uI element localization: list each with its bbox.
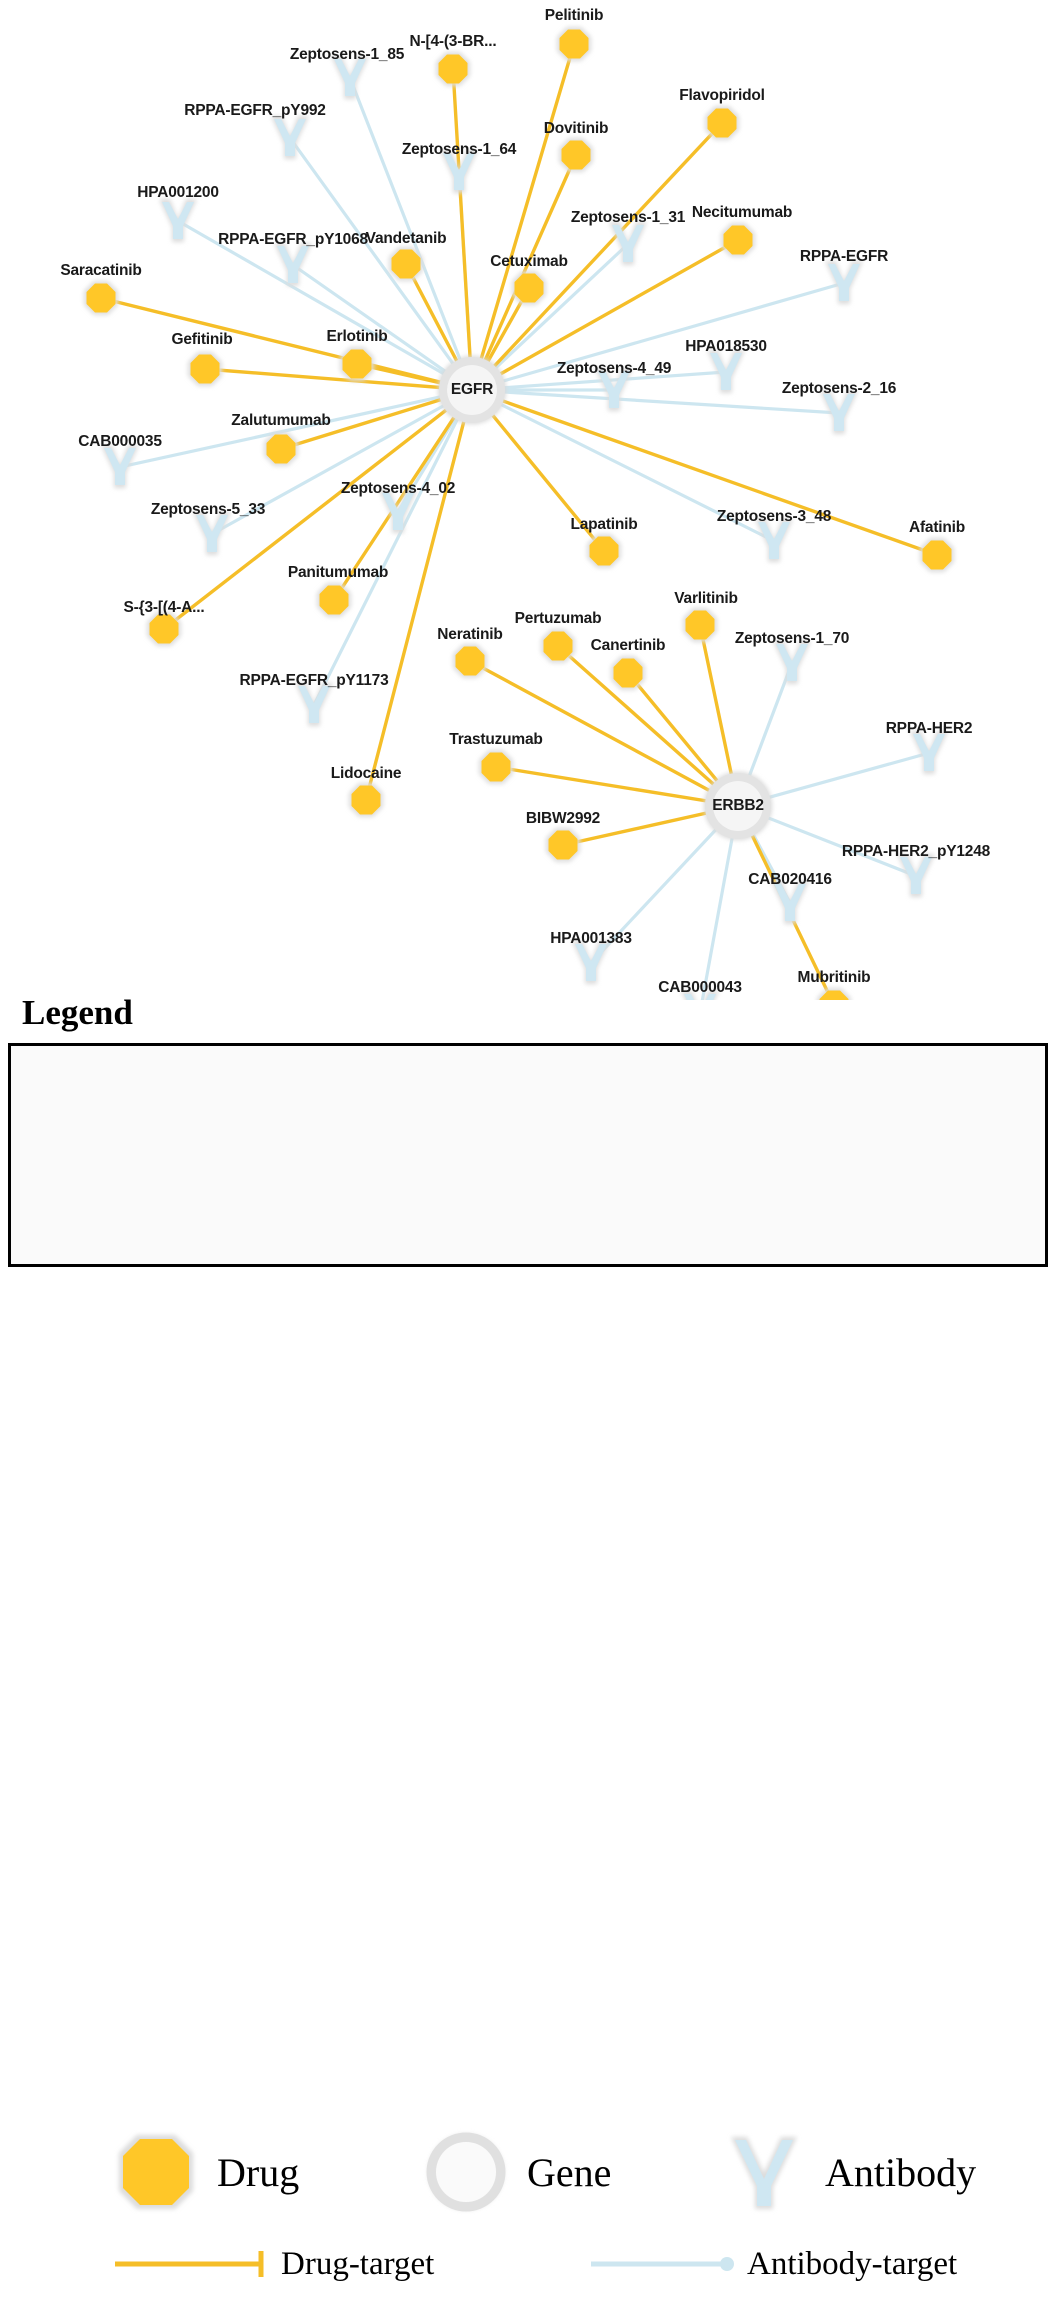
drug-label: Necitumumab (691, 204, 793, 221)
antibody-icon (719, 2127, 809, 2217)
drug-label: Dovitinib (543, 120, 609, 137)
drug-node[interactable] (453, 644, 487, 678)
antibody-label: RPPA-EGFR_pY1173 (239, 672, 389, 689)
drug-target-edge-icon (111, 2244, 271, 2284)
antibody-label: Zeptosens-5_33 (150, 501, 266, 518)
antibody-label: Zeptosens-2_16 (781, 380, 897, 397)
drug-label: Canertinib (590, 637, 666, 654)
drug-label: Vandetanib (365, 230, 447, 247)
legend-label-antibody: Antibody (825, 2149, 977, 2195)
gene-icon (421, 2127, 511, 2217)
edge-drug-0 (472, 44, 574, 390)
drug-label: Lidocaine (330, 765, 402, 782)
network-graph (0, 0, 1059, 1000)
drug-label: Gefitinib (171, 331, 233, 348)
drug-node[interactable] (340, 347, 374, 381)
drug-label: S-{3-[(4-A... (123, 599, 205, 616)
antibody-label: HPA018530 (685, 338, 767, 355)
gene-label-erbb2: ERBB2 (712, 797, 764, 814)
drug-label: Trastuzumab (449, 731, 543, 748)
antibody-label: Zeptosens-4_02 (340, 480, 456, 497)
gene-label-egfr: EGFR (450, 381, 494, 398)
antibody-label: Zeptosens-4_49 (556, 360, 672, 377)
legend-item-antibody (719, 2127, 976, 2217)
drug-label: Cetuximab (490, 253, 568, 270)
legend-title: Legend (22, 993, 133, 1032)
drug-label: Varlitinib (674, 590, 738, 607)
antibody-label: Zeptosens-1_70 (734, 630, 850, 647)
drug-node[interactable] (587, 534, 621, 568)
antibody-label: Zeptosens-1_64 (401, 141, 517, 158)
legend-label-antibody-target: Antibody-target (747, 2245, 958, 2282)
drug-node[interactable] (546, 828, 580, 862)
drug-node[interactable] (920, 538, 954, 572)
drug-label: Erlotinib (326, 328, 388, 345)
legend-label-gene: Gene (527, 2149, 612, 2195)
edge-antibody-14 (314, 390, 472, 705)
antibody-label: CAB020416 (748, 871, 832, 888)
legend-item-antibody-target (587, 2244, 957, 2284)
drug-label: Lapatinib (570, 516, 638, 533)
edge-drug-1 (453, 69, 472, 390)
drug-label: Panitumumab (287, 564, 389, 581)
drug-node[interactable] (559, 138, 593, 172)
legend-label-drug-target: Drug-target (281, 2245, 435, 2282)
drug-label: Afatinib (908, 519, 966, 536)
antibody-label: RPPA-EGFR (799, 248, 889, 265)
drug-node[interactable] (817, 988, 851, 1000)
antibody-label: CAB000035 (78, 433, 162, 450)
drug-node[interactable] (557, 27, 591, 61)
antibody-label: HPA001200 (137, 184, 219, 201)
drug-node[interactable] (479, 750, 513, 784)
drug-node[interactable] (611, 656, 645, 690)
legend-item-gene (421, 2127, 611, 2217)
drug-label: N-[4-(3-BR... (409, 33, 497, 50)
drug-label: Neratinib (437, 626, 503, 643)
drug-node[interactable] (317, 583, 351, 617)
antibody-target-edge-icon (587, 2244, 737, 2284)
drug-node[interactable] (541, 629, 575, 663)
drug-node[interactable] (389, 247, 423, 281)
antibody-label: Zeptosens-1_31 (570, 209, 686, 226)
legend-item-drug (111, 2127, 299, 2217)
antibody-label: CAB000043 (658, 979, 742, 996)
drug-node[interactable] (512, 271, 546, 305)
drug-label: Pertuzumab (514, 610, 602, 627)
drug-node[interactable] (349, 783, 383, 817)
drug-label: Zalutumumab (231, 412, 331, 429)
antibody-node[interactable] (101, 445, 139, 488)
drug-node[interactable] (84, 281, 118, 315)
antibody-label: HPA001383 (550, 930, 632, 947)
drug-node[interactable] (264, 432, 298, 466)
drug-node[interactable] (683, 608, 717, 642)
antibody-label: Zeptosens-1_85 (289, 46, 405, 63)
antibody-label: RPPA-EGFR_pY992 (184, 102, 326, 119)
antibody-label: Zeptosens-3_48 (716, 508, 832, 525)
drug-label: Pelitinib (544, 7, 604, 24)
legend-item-drug-target (111, 2244, 434, 2284)
legend-edges-row (19, 2244, 1059, 2304)
drug-node[interactable] (705, 106, 739, 140)
drug-label: BIBW2992 (525, 810, 601, 827)
drug-node[interactable] (188, 352, 222, 386)
drug-label: Saracatinib (60, 262, 142, 279)
legend-box (8, 1043, 1048, 2282)
drug-node[interactable] (721, 223, 755, 257)
antibody-label: RPPA-EGFR_pY1068 (218, 231, 368, 248)
drug-node[interactable] (436, 52, 470, 86)
antibody-label: RPPA-HER2 (885, 720, 973, 737)
antibody-label: RPPA-HER2_pY1248 (841, 843, 991, 860)
antibody-node[interactable] (159, 199, 197, 242)
antibody-node[interactable] (271, 116, 309, 159)
drug-label: Flavopiridol (679, 87, 765, 104)
legend-symbols-row (19, 2121, 1059, 2221)
drug-label: Mubritinib (797, 969, 871, 986)
drug-node[interactable] (147, 612, 181, 646)
antibody-node[interactable] (825, 261, 863, 304)
legend-label-drug: Drug (217, 2149, 300, 2195)
drug-icon (111, 2127, 201, 2217)
